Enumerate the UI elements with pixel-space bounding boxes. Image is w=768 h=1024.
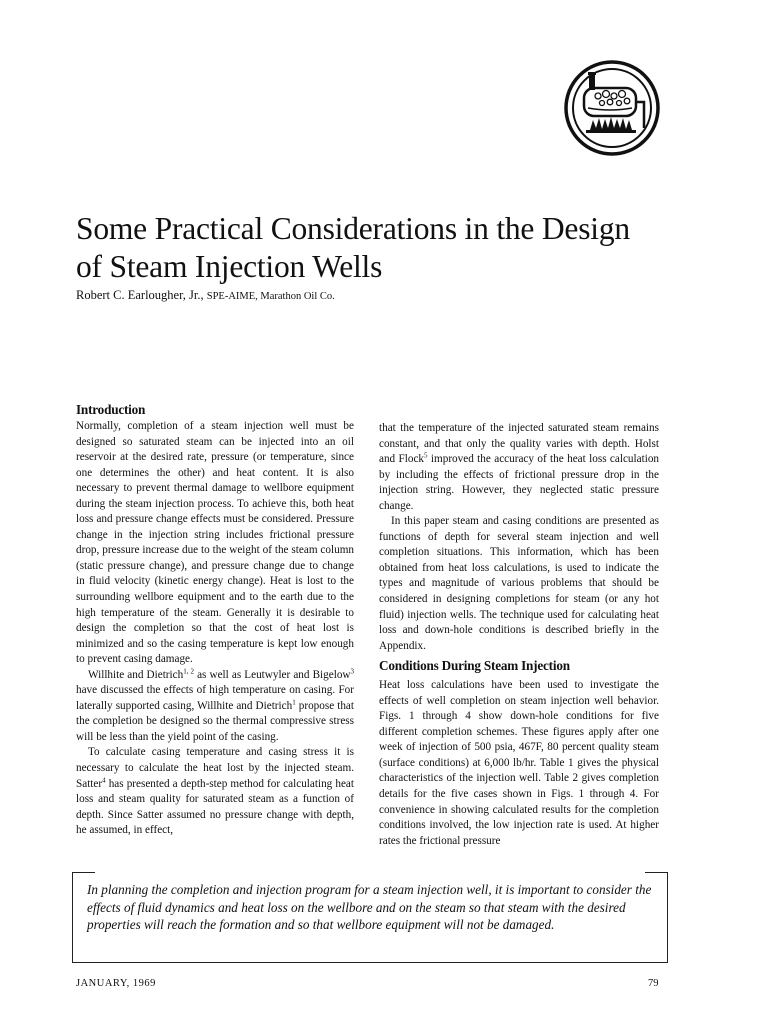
author-names: Robert C. Earlougher, Jr., <box>76 288 204 302</box>
author-affiliation: SPE-AIME, Marathon Oil Co. <box>206 291 335 302</box>
conditions-paragraph-1: Heat loss calculations have been used to investigate the effects of well completion on steam injection well behavior. Figs. 1 through 4 show down-hole conditions for five different completion schemes. These figures apply after one week of injection of 500 psia, 467F, 80 percent quality steam (surface conditions) at 6,000 lb/hr. Table 1 gives the physical characteristics of the injection well. Table 2 gives completion details for the five cases shown in Figs. 1 through 4. For convenience in showing calculated results for the completion conditions involved, the low injection rate is used. At higher rates the frictional pressure <box>379 679 659 847</box>
text-run: have discussed the effects of high temperature on casing. For laterally supported casing, Willhite and Dietrich <box>76 684 354 712</box>
reference-superscript: 4 <box>102 775 106 784</box>
text-run: To calculate casing temperature and casing stress it is necessary to calculate the heat lost by the injected steam. Satter <box>76 746 354 790</box>
author-line <box>76 288 676 303</box>
left-column <box>76 401 354 839</box>
reference-superscript: 5 <box>424 451 428 460</box>
title-line-2: of Steam Injection Wells <box>76 249 383 284</box>
intro-paragraph-2 <box>76 668 354 746</box>
steam-boiler-logo-icon <box>562 58 662 158</box>
text-run: has presented a depth-step method for calculating heat loss and steam quality for saturated steam as a function of depth. Since Satter assumed no pressure change with depth, he assumed, in effect, <box>76 777 354 837</box>
text-run: Willhite and Dietrich <box>88 668 184 681</box>
introduction-heading: Introduction <box>76 402 146 417</box>
page-number: 79 <box>648 978 659 989</box>
reference-superscript: 3 <box>350 667 354 676</box>
paper-title <box>76 210 696 286</box>
text-run: propose that the completion be designed so the thermal compressive stress will be less than the yield point of the casing. <box>76 699 354 743</box>
conditions-heading: Conditions During Steam Injection <box>379 658 570 674</box>
abstract-text: In planning the completion and injection program for a steam injection well, it is important to consider the effects of fluid dynamics and heat loss on the wellbore and on the steam so that steam with the desired properties will reach the formation and so that wellbore equipment will not be damaged. <box>87 882 652 932</box>
intro-paragraph-4 <box>379 421 659 514</box>
right-column <box>379 421 659 849</box>
abstract-box <box>72 872 668 963</box>
text-run: improved the accuracy of the heat loss calculation by including the effects of frictional pressure drop in the injection string. However, they neglected static pressure change. <box>379 453 660 512</box>
reference-superscript: 1, 2 <box>183 667 194 676</box>
text-run: that the temperature of the injected saturated steam remains constant, and that only the quality varies with depth. Holst and Flock <box>379 422 659 466</box>
intro-paragraph-1: Normally, completion of a steam injection well must be designed so saturated steam can be injected into an oil reservoir at the desired rate, pressure (or temperature, since one determines the other) and heat content. It is also necessary to prevent thermal damage to wellbore equipment during the steam injection process. To achieve this, both heat loss and pressure change effects must be considered. Pressure change in the injection string includes frictional pressure drop, pressure increase due to the weight of the steam column (static pressure change), and pressure change due to change in fluid velocity (kinetic energy change). Heat is lost to the surrounding wellbore equipment and to the earth due to the high temperature of the steam. Generally it is desirable to design the completion so that the cost of heat lost is minimized and so the casing temperature is kept low enough to prevent casing damage. <box>76 420 354 666</box>
text-run: as well as Leutwyler and Bigelow <box>194 668 351 681</box>
intro-paragraph-3 <box>76 745 354 838</box>
footer-date: JANUARY, 1969 <box>76 978 156 989</box>
intro-paragraph-5: In this paper steam and casing conditions are presented as functions of depth for several steam injection and well completion situations. This information, which has been obtained from heat loss calculations, is used to indicate the types and magnitude of various problems that should be considered in designing completions for steam (or any hot fluid) injection wells. The technique used for calculating heat loss and down-hole conditions is described briefly in the Appendix. <box>379 515 659 652</box>
title-line-1: Some Practical Considerations in the Design <box>76 211 630 246</box>
reference-superscript: 1 <box>292 698 296 707</box>
